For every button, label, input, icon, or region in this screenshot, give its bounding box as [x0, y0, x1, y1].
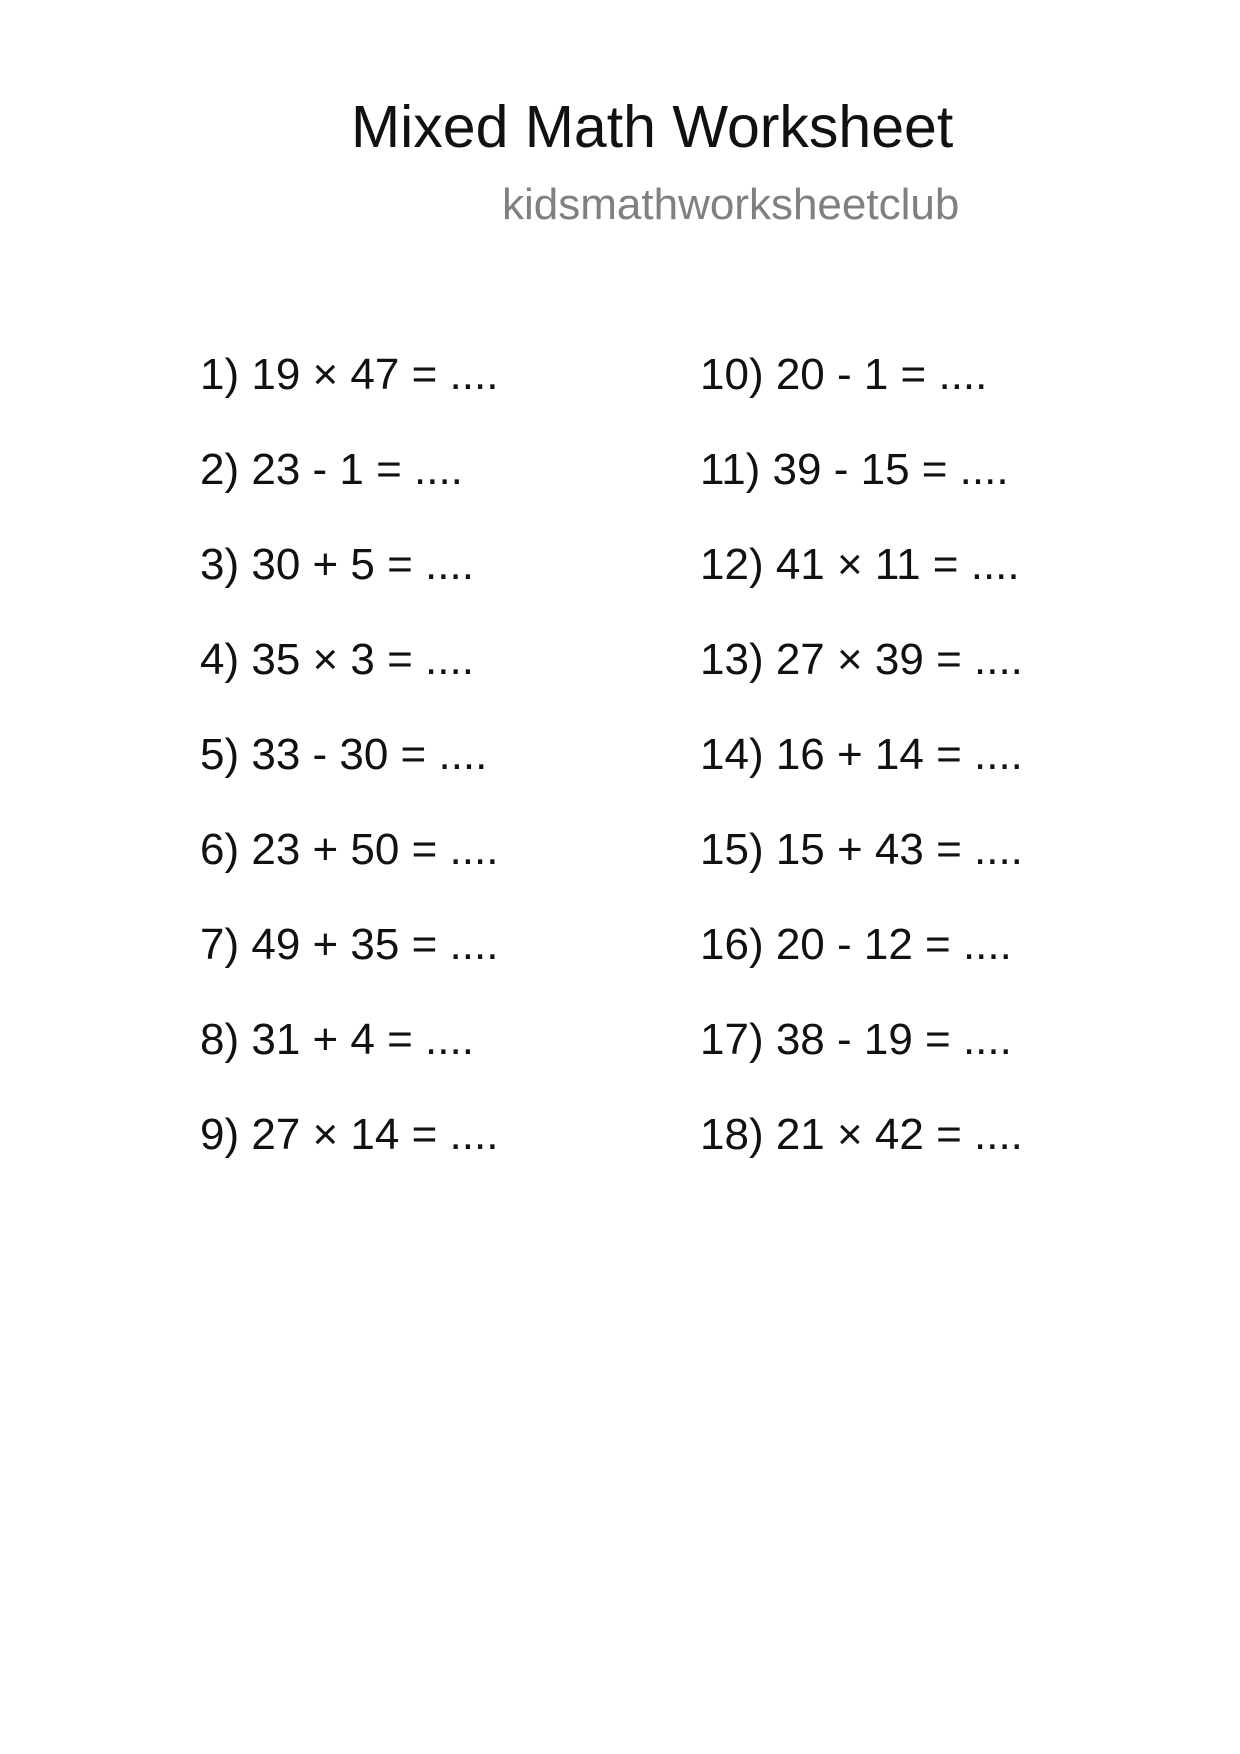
math-problem-16: 16) 20 - 12 = .... [700, 920, 1012, 969]
math-problem-4: 4) 35 × 3 = .... [200, 635, 474, 684]
math-problem-13: 13) 27 × 39 = .... [700, 635, 1023, 684]
math-problem-11: 11) 39 - 15 = .... [700, 445, 1009, 494]
math-problem-5: 5) 33 - 30 = .... [200, 730, 488, 779]
math-problem-14: 14) 16 + 14 = .... [700, 730, 1023, 779]
source-label: kidsmathworksheetclub [502, 180, 960, 229]
math-problem-18: 18) 21 × 42 = .... [700, 1110, 1023, 1159]
math-problem-1: 1) 19 × 47 = .... [200, 350, 499, 399]
problem-column-left [200, 350, 498, 1205]
page-title: Mixed Math Worksheet [351, 94, 954, 160]
math-problem-9: 9) 27 × 14 = .... [200, 1110, 499, 1159]
problem-column-right [700, 350, 1023, 1205]
math-problem-6: 6) 23 + 50 = .... [200, 825, 499, 874]
math-problem-10: 10) 20 - 1 = .... [700, 350, 988, 399]
math-problem-12: 12) 41 × 11 = .... [700, 540, 1020, 589]
math-problem-8: 8) 31 + 4 = .... [200, 1015, 474, 1064]
math-problem-3: 3) 30 + 5 = .... [200, 540, 474, 589]
math-problem-17: 17) 38 - 19 = .... [700, 1015, 1012, 1064]
math-problem-2: 2) 23 - 1 = .... [200, 445, 463, 494]
math-problem-15: 15) 15 + 43 = .... [700, 825, 1023, 874]
math-problem-7: 7) 49 + 35 = .... [200, 920, 499, 969]
